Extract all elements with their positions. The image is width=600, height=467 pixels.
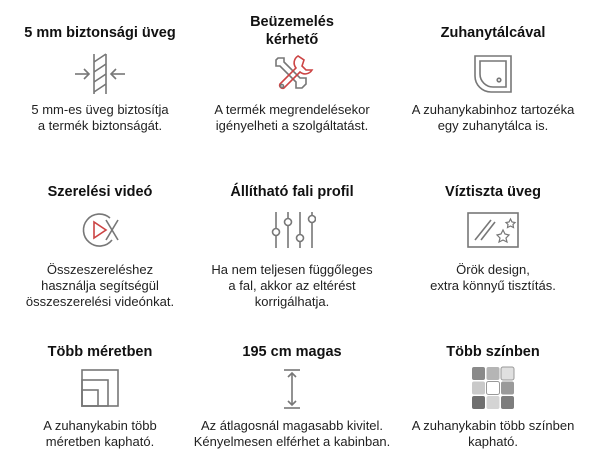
feature-adjustable-profile — [192, 150, 392, 320]
feature-title: Zuhanytálcával — [440, 25, 546, 41]
feature-desc-line: használja segítségül — [41, 278, 159, 293]
safety-glass-icon — [72, 52, 128, 96]
feature-height — [192, 320, 392, 467]
feature-title: Szerelési videó — [47, 184, 153, 200]
feature-desc-line: összeszerelési videónkat. — [25, 294, 175, 309]
feature-desc-line: extra könnyű tisztítás. — [430, 278, 556, 293]
feature-desc-line: korrigálhatja. — [254, 294, 330, 309]
feature-desc-line: Az átlagosnál magasabb kivitel. — [200, 418, 384, 433]
feature-installation — [192, 0, 392, 150]
feature-assembly-video — [0, 150, 200, 320]
feature-desc-line: a termék biztonságát. — [37, 118, 163, 133]
feature-multiple-colors — [393, 320, 593, 467]
feature-desc-line: Kényelmesen elférhet a kabinban. — [193, 434, 391, 449]
tools-icon — [270, 52, 314, 96]
feature-title: Beüzemelés — [250, 14, 334, 30]
feature-desc-line: A termék megrendelésekor — [214, 102, 370, 117]
feature-desc-line: Örök design, — [456, 262, 530, 277]
sizes-icon — [80, 368, 120, 408]
feature-desc-line: Ha nem teljesen függőleges — [211, 262, 373, 277]
shower-tray-icon — [471, 52, 515, 96]
feature-desc-line: 5 mm-es üveg biztosítja — [31, 102, 169, 117]
feature-title: 5 mm biztonsági üveg — [24, 25, 176, 41]
sliders-icon — [268, 210, 316, 250]
feature-title: Víztiszta üveg — [445, 184, 541, 200]
feature-desc-line: Összeszereléshez — [46, 262, 154, 277]
feature-desc-line: A zuhanykabin több színben — [411, 418, 575, 433]
feature-desc-line: A zuhanykabin több — [43, 418, 157, 433]
feature-desc-line: A zuhanykabinhoz tartozéka — [411, 102, 575, 117]
feature-multiple-sizes — [0, 320, 200, 467]
feature-title: 195 cm magas — [242, 344, 342, 360]
height-icon — [280, 368, 304, 410]
feature-desc-line: igényelheti a szolgáltatást. — [215, 118, 369, 133]
feature-title: Több színben — [446, 344, 540, 360]
play-tools-icon — [78, 210, 122, 250]
feature-desc-line: egy zuhanytálca is. — [437, 118, 549, 133]
clear-glass-icon — [465, 210, 521, 250]
feature-title: Állítható fali profil — [230, 184, 354, 200]
feature-desc-line: a fal, akkor az eltérést — [228, 278, 356, 293]
feature-safety-glass — [0, 0, 200, 150]
feature-desc-line: méretben kapható. — [45, 434, 155, 449]
feature-clear-glass — [393, 150, 593, 320]
colors-icon — [471, 366, 515, 410]
feature-shower-tray — [393, 0, 593, 150]
feature-title: Több méretben — [47, 344, 153, 360]
feature-desc-line: kapható. — [468, 434, 518, 449]
feature-title: kérhető — [265, 32, 319, 48]
